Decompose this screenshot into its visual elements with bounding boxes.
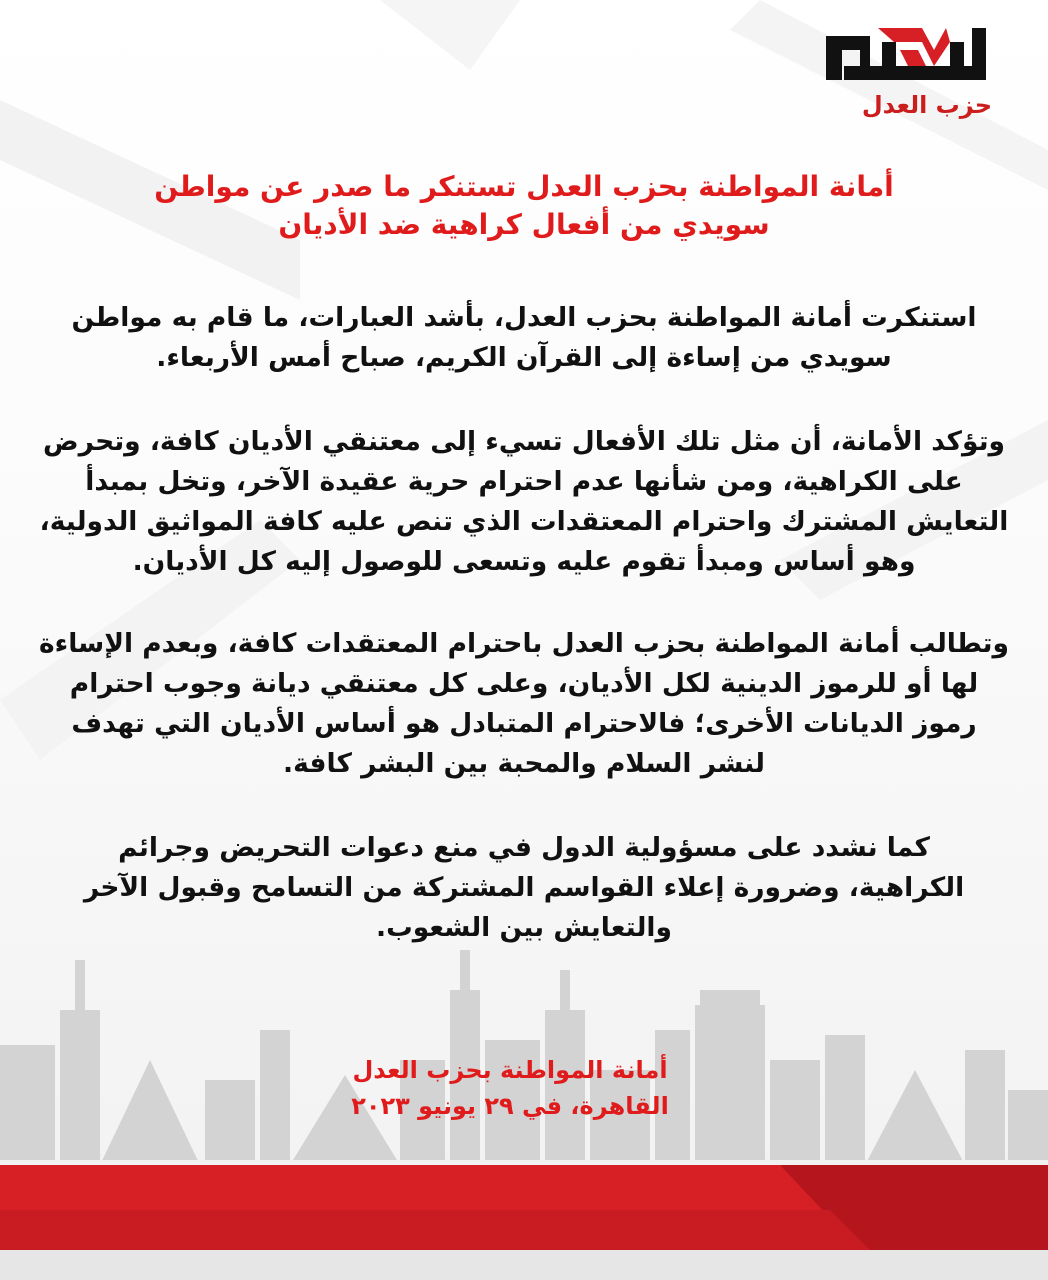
- statement-paragraph: استنكرت أمانة المواطنة بحزب العدل، بأشد العبارات، ما قام به مواطن سويدي من إساءة إلى القرآن الكريم، صباح أمس الأربعاء.: [71, 302, 977, 373]
- statement-title: أمانة المواطنة بحزب العدل تستنكر ما صدر عن مواطن سويدي من أفعال كراهية ضد الأديان: [154, 170, 894, 241]
- bottom-red-bands: [0, 1160, 1048, 1280]
- signature-block: [300, 1052, 720, 1124]
- statement-paragraph: كما نشدد على مسؤولية الدول في منع دعوات التحريض وجرائم الكراهية، وضرورة إعلاء القواسم المشتركة من التسامح وقبول الآخر والتعايش بين الشعوب.: [83, 832, 965, 943]
- statement-paragraph: وتؤكد الأمانة، أن مثل تلك الأفعال تسيء إلى معتنقي الأديان كافة، وتحرض على الكراهية، ومن شأنها عدم احترام حرية عقيدة الآخر، وتخل بمبدأ التعايش المشترك واحترام المعتقدات الذي تنص عليه كافة المواثيق الدولية، وهو أساس ومبدأ تقوم عليه وتسعى للوصول إليه كل الأديان.: [39, 426, 1009, 577]
- statement-content: [30, 168, 1018, 948]
- party-logo: [822, 28, 992, 124]
- statement-paragraph: وتطالب أمانة المواطنة بحزب العدل باحترام المعتقدات كافة، وبعدم الإساءة لها أو للرموز الدينية لكل الأديان، وعلى كل معتنقي ديانة وجوب احترام رموز الديانات الأخرى؛ فالاحترام المتبادل هو أساس الأديان التي تهدف لنشر السلام والمحبة بين البشر كافة.: [39, 628, 1009, 779]
- al-adl-wordmark-icon: [822, 28, 992, 86]
- signature-issuer: أمانة المواطنة بحزب العدل: [352, 1056, 668, 1084]
- party-name-caption: حزب العدل: [861, 91, 992, 119]
- signature-place-date: القاهرة، في ٢٩ يونيو ٢٠٢٣: [351, 1092, 669, 1120]
